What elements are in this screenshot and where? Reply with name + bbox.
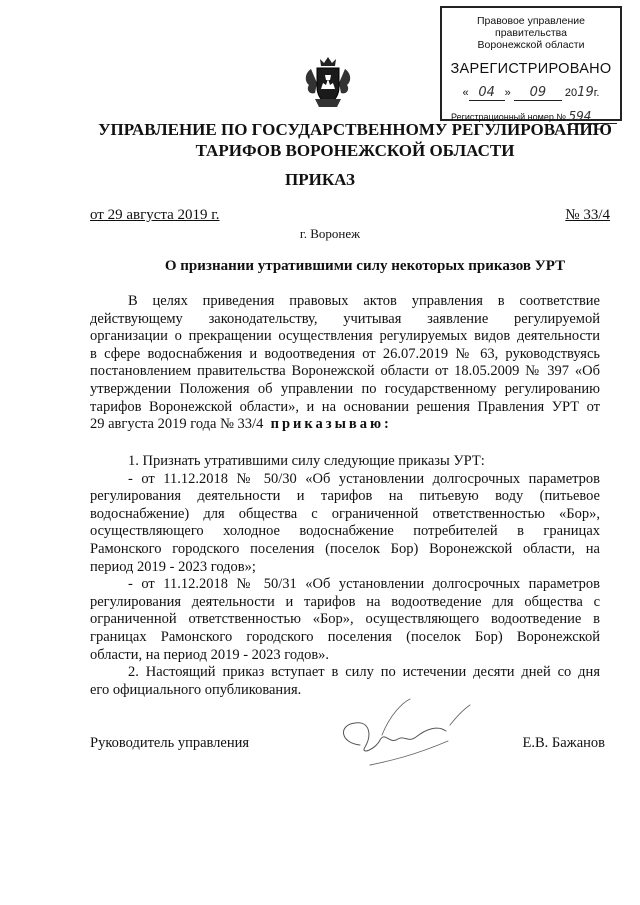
signer-position: Руководитель управления xyxy=(90,735,250,751)
handwritten-signature xyxy=(330,695,480,775)
stamp-day: 04 xyxy=(469,85,505,101)
preamble-line: действующему законодательству, учитывая заявление регулируемой xyxy=(90,310,600,327)
stamp-year-suffix: 19 xyxy=(577,85,594,100)
preamble-line: организации о прекращении осуществления регулируемых видов деятельности xyxy=(90,328,600,345)
preamble-last-text: 29 августа 2019 года № 33/4 xyxy=(90,416,264,433)
item-2-last-line: его официального опубликования. xyxy=(90,681,302,698)
item-1b-last-line: области, на период 2019 - 2023 годов». xyxy=(90,646,330,663)
signer-name: Е.В. Бажанов xyxy=(522,735,605,751)
item-1a-line: Рамонского городского поселения (поселок Бор) Воронежской области, на xyxy=(90,540,600,557)
preamble-line: тарифов Воронежской области», и на основании решения Правления УРТ от xyxy=(90,398,600,415)
doc-city: г. Воронеж xyxy=(299,226,361,241)
stamp-registered: ЗАРЕГИСТРИРОВАНО xyxy=(450,61,612,77)
preamble-line: в сфере водоснабжения и водоотведения от 26.07.2019 № 63, руководствуясь xyxy=(90,345,600,362)
item-2-line: 2. Настоящий приказ вступает в силу по истечении десяти дней со дня xyxy=(128,664,600,681)
preamble-paragraph xyxy=(90,293,600,434)
doc-subject: О признании утратившими силу некоторых приказов УРТ xyxy=(164,258,566,274)
item-1-paragraph xyxy=(90,453,600,699)
preamble-last-line xyxy=(90,416,600,434)
stamp-line-2: Воронежской области xyxy=(477,39,585,51)
preamble-line: постановлением правительства Воронежской области от 18.05.2009 № 397 «Об xyxy=(90,363,600,380)
item-1a-line: регулирования деятельности и тарифов на питьевую воду (питьевое xyxy=(90,488,600,505)
preamble-line: утверждении Положения об управлении по государственному регулированию xyxy=(90,380,600,397)
doc-date: от 29 августа 2019 г. xyxy=(90,207,220,223)
stamp-line-1: Правовое управление правительства xyxy=(476,15,585,39)
registration-stamp xyxy=(440,6,622,121)
decree-word: приказываю: xyxy=(270,416,392,433)
org-name-line-1: УПРАВЛЕНИЕ ПО ГОСУДАРСТВЕННОМУ РЕГУЛИРОВАНИЮ xyxy=(98,120,612,139)
doc-number: № 33/4 xyxy=(565,207,610,223)
item-1-heading: 1. Признать утратившими силу следующие приказы УРТ: xyxy=(128,453,485,469)
stamp-month: 09 xyxy=(514,85,562,101)
item-1b-line: ограниченной ответственностью «Бор», осуществляющего водоотведение в xyxy=(90,611,600,628)
coat-of-arms-icon xyxy=(303,55,353,111)
stamp-number-value: 594 xyxy=(569,109,617,124)
item-1a-line: - от 11.12.2018 № 50/30 «Об установлении долгосрочных параметров xyxy=(128,470,600,487)
stamp-year-label: г. xyxy=(593,87,600,99)
stamp-number-label: Регистрационный номер № xyxy=(451,112,567,122)
item-1a-line: осуществляющего холодное водоснабжение потребителей в границах xyxy=(90,523,600,540)
item-1a-line: водоснабжение) для общества с ограниченной ответственностью «Бор», xyxy=(90,505,600,522)
item-1a-last-line: период 2019 - 2023 годов»; xyxy=(90,558,256,575)
stamp-date-row: « 04 » 09 2019г. xyxy=(462,85,600,100)
doc-type-title: ПРИКАЗ xyxy=(285,170,355,189)
item-1b-line: границах Рамонского городского поселения (поселок Бор) Воронежской xyxy=(90,628,600,645)
item-1b-line: регулирования деятельности и тарифов на водоотведение для общества с xyxy=(90,593,600,610)
stamp-year-prefix: 20 xyxy=(564,87,578,99)
org-name-line-2: ТАРИФОВ ВОРОНЕЖСКОЙ ОБЛАСТИ xyxy=(195,141,515,160)
item-1b-line: - от 11.12.2018 № 50/31 «Об установлении долгосрочных параметров xyxy=(128,576,600,593)
preamble-line: В целях приведения правовых актов управления в соответствие xyxy=(128,293,600,309)
